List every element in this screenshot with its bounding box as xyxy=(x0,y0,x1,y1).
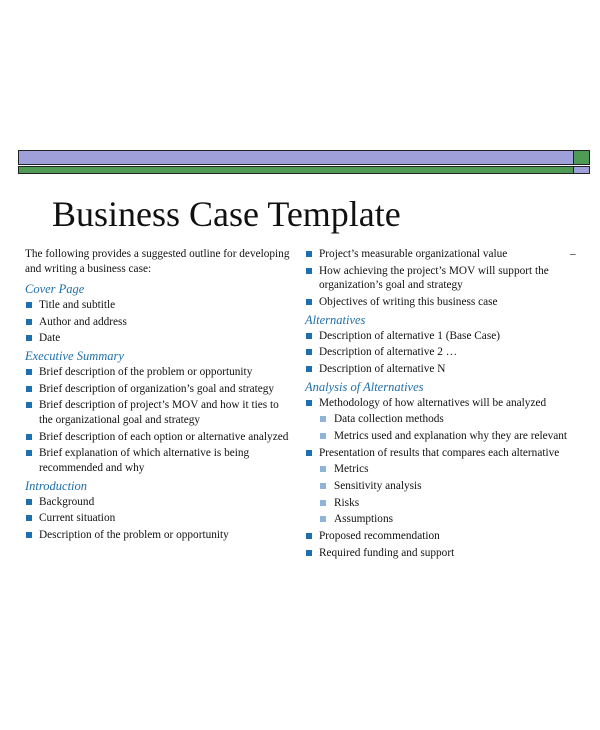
list-item: Brief description of each option or alternative analyzed xyxy=(25,430,293,445)
list-item: Current situation xyxy=(25,511,293,526)
list-item: Brief explanation of which alternative is being recommended and why xyxy=(25,446,293,475)
list-item: Description of the problem or opportunity xyxy=(25,528,293,543)
left-column xyxy=(25,247,293,545)
list-item: Required funding and support xyxy=(305,546,595,561)
sub-list-item: Metrics xyxy=(305,462,595,477)
alternatives-list xyxy=(305,329,595,377)
list-item: Author and address xyxy=(25,315,293,330)
sub-list-item: Data collection methods xyxy=(305,412,595,427)
section-heading-introduction: Introduction xyxy=(25,478,88,493)
introduction-continued-list xyxy=(305,247,595,309)
section-heading-alternatives: Alternatives xyxy=(305,312,366,327)
list-item: Date xyxy=(25,331,293,346)
intro-text: The following provides a suggested outline for developing and writing a business case: xyxy=(25,248,290,275)
right-column xyxy=(305,247,595,563)
list-item: Description of alternative N xyxy=(305,362,595,377)
list-item: Project’s measurable organizational value xyxy=(305,247,595,262)
section-heading-executive-summary: Executive Summary xyxy=(25,349,124,364)
list-item: Brief description of project’s MOV and how it ties to the organizational goal and strategy xyxy=(25,398,293,427)
list-item: How achieving the project’s MOV will support the organization’s goal and strategy xyxy=(305,264,595,293)
introduction-list xyxy=(25,495,293,543)
sub-list-item: Assumptions xyxy=(305,512,595,527)
executive-summary-list xyxy=(25,365,293,475)
list-item: Brief description of organization’s goal and strategy xyxy=(25,382,293,397)
decorative-square-green xyxy=(573,150,590,165)
list-item: Brief description of the problem or opportunity xyxy=(25,365,293,380)
decorative-bar-bottom xyxy=(18,166,590,174)
sub-list-item: Risks xyxy=(305,496,595,511)
dash-mark: – xyxy=(570,248,576,260)
page-title: Business Case Template xyxy=(52,194,401,234)
section-heading-analysis-of-alternatives: Analysis of Alternatives xyxy=(305,379,424,394)
sub-list-item: Metrics used and explanation why they are relevant xyxy=(305,429,595,444)
list-item: Objectives of writing this business case xyxy=(305,295,595,310)
sub-list-item: Sensitivity analysis xyxy=(305,479,595,494)
decorative-bar-top xyxy=(18,150,590,165)
list-item: Description of alternative 2 … xyxy=(305,345,595,360)
section-heading-cover-page: Cover Page xyxy=(25,282,85,296)
cover-page-list xyxy=(25,298,293,346)
decorative-square-purple xyxy=(573,166,590,174)
list-item: Methodology of how alternatives will be analyzed xyxy=(305,396,595,411)
list-item: Proposed recommendation xyxy=(305,529,595,544)
list-item: Title and subtitle xyxy=(25,298,293,313)
list-item: Description of alternative 1 (Base Case) xyxy=(305,329,595,344)
list-item: Presentation of results that compares each alternative xyxy=(305,446,595,461)
analysis-list xyxy=(305,396,595,561)
list-item: Background xyxy=(25,495,293,510)
